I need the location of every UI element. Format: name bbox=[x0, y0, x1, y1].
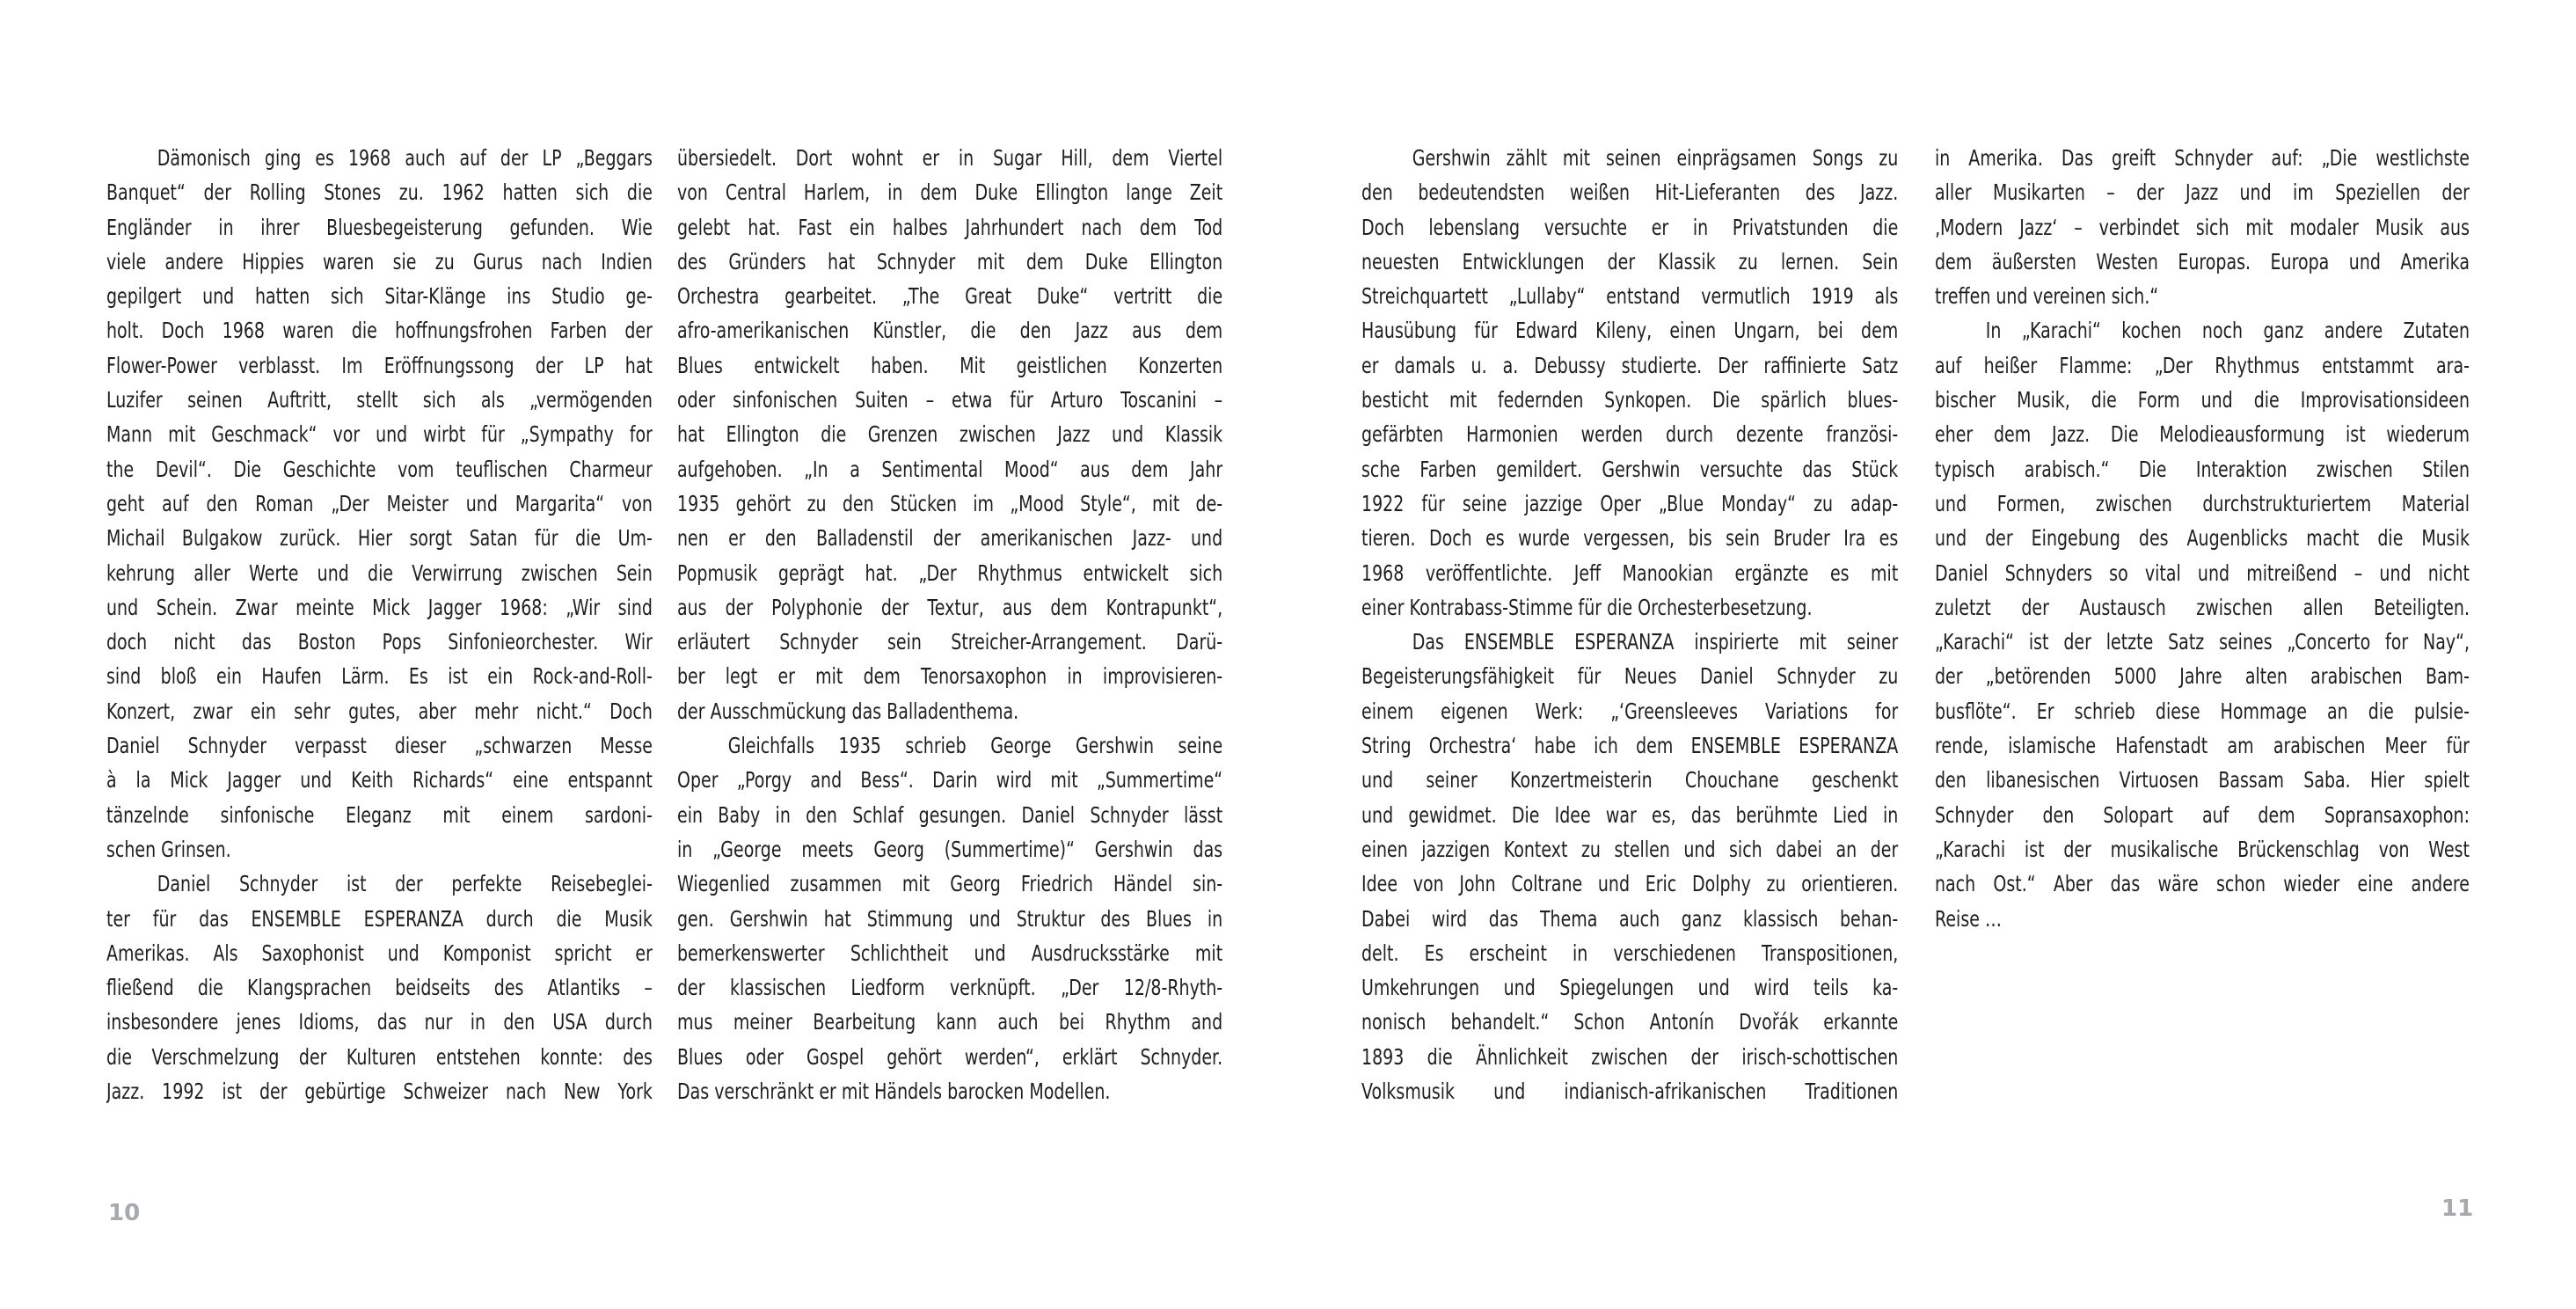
text-line: und gewidmet. Die Idee war es, das berühmte Lied in bbox=[1361, 801, 1899, 828]
text-line: String Orchestra‘ habe ich dem ENSEMBLE ESPERANZA bbox=[1361, 733, 1899, 759]
text-line: und der Eingebung des Augenblicks macht die Musik bbox=[1935, 525, 2470, 552]
text-line: und Formen, zwischen durchstrukturiertem Material bbox=[1935, 490, 2470, 516]
text-line: Begeisterungsfähigkeit für Neues Daniel Schnyder zu bbox=[1361, 663, 1899, 690]
text-line: Amerikas. Als Saxophonist und Komponist spricht er bbox=[106, 940, 653, 966]
text-line: mus meiner Bearbeitung kann auch bei Rhythm and bbox=[677, 1009, 1223, 1035]
text-line: ber legt er mit dem Tenorsaxophon in improvisieren- bbox=[677, 663, 1223, 690]
text-line: bemerkenswerter Schlichtheit und Ausdrucksstärke mit bbox=[677, 940, 1223, 966]
text-line: des Gründers hat Schnyder mit dem Duke Ellington bbox=[677, 248, 1223, 274]
text-line: bischer Musik, die Form und die Improvisationsideen bbox=[1935, 387, 2470, 413]
text-line: Hausübung für Edward Kileny, einen Ungarn, bei dem bbox=[1361, 318, 1899, 344]
text-line: einem eigenen Werk: „‘Greensleeves Variations for bbox=[1361, 698, 1899, 724]
text-line: Mann mit Geschmack“ vor und wirbt für „Sympathy for bbox=[106, 421, 653, 448]
text-line: einen jazzigen Kontext zu stellen und sich dabei an der bbox=[1361, 836, 1899, 862]
text-line: zuletzt der Austausch zwischen allen Beteiligten. bbox=[1935, 594, 2470, 620]
text-line: in Amerika. Das greift Schnyder auf: „Die westlichste bbox=[1935, 145, 2470, 171]
text-line: à la Mick Jagger und Keith Richards“ eine entspannt bbox=[106, 767, 653, 793]
text-line: Daniel Schnyder ist der perfekte Reisebeglei- bbox=[157, 871, 653, 897]
text-line: 1968 veröffentlichte. Jeff Manookian ergänzte es mit bbox=[1361, 559, 1899, 586]
text-line: und seiner Konzertmeisterin Chouchane geschenkt bbox=[1361, 767, 1899, 793]
text-line: gelebt hat. Fast ein halbes Jahrhundert nach dem Tod bbox=[677, 214, 1223, 240]
text-line: dem äußersten Westen Europas. Europa und Amerika bbox=[1935, 248, 2470, 274]
text-line: neuesten Entwicklungen der Klassik zu lernen. Sein bbox=[1361, 248, 1899, 274]
text-line: Oper „Porgy and Bess“. Darin wird mit „Summertime“ bbox=[677, 767, 1223, 793]
text-line: delt. Es erscheint in verschiedenen Transpositionen, bbox=[1361, 940, 1899, 966]
text-line: besticht mit federnden Synkopen. Die spärlich blues- bbox=[1361, 387, 1899, 413]
text-line: Streichquartett „Lullaby“ entstand vermutlich 1919 als bbox=[1361, 283, 1899, 310]
text-line: doch nicht das Boston Pops Sinfonieorchester. Wir bbox=[106, 629, 653, 655]
text-line: Banquet“ der Rolling Stones zu. 1962 hatten sich die bbox=[106, 179, 653, 206]
text-line: Das ENSEMBLE ESPERANZA inspirierte mit seiner bbox=[1412, 629, 1899, 655]
text-line: auf heißer Flamme: „Der Rhythmus entstammt ara- bbox=[1935, 352, 2470, 378]
text-line: die Verschmelzung der Kulturen entstehen konnte: des bbox=[106, 1043, 653, 1070]
text-line: gen. Gershwin hat Stimmung und Struktur des Blues in bbox=[677, 905, 1223, 932]
text-line: ter für das ENSEMBLE ESPERANZA durch die Musik bbox=[106, 905, 653, 932]
text-line: den bedeutendsten weißen Hit-Lieferanten des Jazz. bbox=[1361, 179, 1899, 206]
text-line: eher dem Jazz. Die Melodieausformung ist wiederum bbox=[1935, 421, 2470, 448]
text-line: in „George meets Georg (Summertime)“ Gershwin das bbox=[677, 836, 1223, 862]
text-line: viele andere Hippies waren sie zu Gurus nach Indien bbox=[106, 248, 653, 274]
text-line: Reise … bbox=[1935, 905, 2002, 932]
text-line: Wiegenlied zusammen mit Georg Friedrich Händel sin- bbox=[677, 871, 1223, 897]
text-line: Doch lebenslang versuchte er in Privatstunden die bbox=[1361, 214, 1899, 240]
text-line: ‚Modern Jazz‘ – verbindet sich mit modaler Musik aus bbox=[1935, 214, 2470, 240]
page-number-left: 10 bbox=[108, 1200, 141, 1226]
text-line: erläutert Schnyder sein Streicher-Arrangement. Darü- bbox=[677, 629, 1223, 655]
text-line: Blues oder Gospel gehört werden“, erklärt Schnyder. bbox=[677, 1043, 1223, 1070]
text-line: the Devil“. Die Geschichte vom teuflischen Charmeur bbox=[106, 456, 653, 482]
text-line: Daniel Schnyder verpasst dieser „schwarzen Messe bbox=[106, 733, 653, 759]
text-line: Konzert, zwar ein sehr gutes, aber mehr nicht.“ Doch bbox=[106, 698, 653, 724]
page-right bbox=[1288, 0, 2576, 1309]
text-line: 1935 gehört zu den Stücken im „Mood Style“, mit de- bbox=[677, 490, 1223, 516]
text-line: kehrung aller Werte und die Verwirrung zwischen Sein bbox=[106, 559, 653, 586]
text-line: Gleichfalls 1935 schrieb George Gershwin seine bbox=[727, 733, 1223, 759]
text-line: treffen und vereinen sich.“ bbox=[1935, 283, 2159, 310]
text-line: übersiedelt. Dort wohnt er in Sugar Hill, dem Viertel bbox=[677, 145, 1223, 171]
text-line: gepilgert und hatten sich Sitar-Klänge ins Studio ge- bbox=[106, 283, 653, 310]
text-line: Das verschränkt er mit Händels barocken Modellen. bbox=[677, 1079, 1111, 1105]
text-line: rende, islamische Hafenstadt am arabischen Meer für bbox=[1935, 733, 2470, 759]
text-line: Gershwin zählt mit seinen einprägsamen Songs zu bbox=[1412, 145, 1899, 171]
text-line: gefärbten Harmonien werden durch dezente französi- bbox=[1361, 421, 1899, 448]
text-column-1 bbox=[106, 141, 653, 1108]
text-line: sind bloß ein Haufen Lärm. Es ist ein Rock-and-Roll- bbox=[106, 663, 653, 690]
text-line: von Central Harlem, in dem Duke Ellington lange Zeit bbox=[677, 179, 1223, 206]
text-line: aller Musikarten – der Jazz und im Speziellen der bbox=[1935, 179, 2470, 206]
text-line: afro-amerikanischen Künstler, die den Jazz aus dem bbox=[677, 318, 1223, 344]
text-line: holt. Doch 1968 waren die hoffnungsfrohen Farben der bbox=[106, 318, 653, 344]
text-line: fließend die Klangsprachen beidseits des Atlantiks – bbox=[106, 975, 653, 1001]
text-line: den libanesischen Virtuosen Bassam Saba. Hier spielt bbox=[1935, 767, 2470, 793]
text-line: nach Ost.“ Aber das wäre schon wieder eine andere bbox=[1935, 871, 2470, 897]
text-line: „Karachi“ ist der letzte Satz seines „Concerto for Nay“, bbox=[1935, 629, 2470, 655]
text-line: Orchestra gearbeitet. „The Great Duke“ vertritt die bbox=[677, 283, 1223, 310]
text-line: 1893 die Ähnlichkeit zwischen der irisch-schottischen bbox=[1361, 1043, 1899, 1070]
text-line: der Ausschmückung das Balladenthema. bbox=[677, 698, 1019, 724]
text-column-3 bbox=[1361, 141, 1898, 1108]
text-line: Umkehrungen und Spiegelungen und wird teils ka- bbox=[1361, 975, 1899, 1001]
text-line: hat Ellington die Grenzen zwischen Jazz und Klassik bbox=[677, 421, 1223, 448]
text-line: „Karachi ist der musikalische Brückenschlag von West bbox=[1935, 836, 2470, 862]
text-line: Idee von John Coltrane und Eric Dolphy zu orientieren. bbox=[1361, 871, 1899, 897]
text-line: 1922 für seine jazzige Oper „Blue Monday“ zu adap- bbox=[1361, 490, 1899, 516]
text-line: busflöte“. Er schrieb diese Hommage an die pulsie- bbox=[1935, 698, 2470, 724]
text-line: Jazz. 1992 ist der gebürtige Schweizer nach New York bbox=[106, 1079, 653, 1105]
text-line: er damals u. a. Debussy studierte. Der raffinierte Satz bbox=[1361, 352, 1899, 378]
text-line: Daniel Schnyders so vital und mitreißend – und nicht bbox=[1935, 559, 2470, 586]
text-line: einer Kontrabass-Stimme für die Orchesterbesetzung. bbox=[1361, 594, 1813, 620]
text-line: insbesondere jenes Idioms, das nur in den USA durch bbox=[106, 1009, 653, 1035]
text-line: sche Farben gemildert. Gershwin versuchte das Stück bbox=[1361, 456, 1899, 482]
text-line: oder sinfonischen Suiten – etwa für Arturo Toscanini – bbox=[677, 387, 1223, 413]
text-line: geht auf den Roman „Der Meister und Margarita“ von bbox=[106, 490, 653, 516]
text-line: tieren. Doch es wurde vergessen, bis sein Bruder Ira es bbox=[1361, 525, 1899, 552]
text-line: Luzifer seinen Auftritt, stellt sich als „vermögenden bbox=[106, 387, 653, 413]
text-line: und Schein. Zwar meinte Mick Jagger 1968: „Wir sind bbox=[106, 594, 653, 620]
text-line: tänzelnde sinfonische Eleganz mit einem sardoni- bbox=[106, 801, 653, 828]
text-line: der klassischen Liedform verknüpft. „Der 12/8-Rhyth- bbox=[677, 975, 1223, 1001]
text-line: ein Baby in den Schlaf gesungen. Daniel Schnyder lässt bbox=[677, 801, 1223, 828]
text-line: schen Grinsen. bbox=[106, 836, 231, 862]
text-line: In „Karachi“ kochen noch ganz andere Zutaten bbox=[1985, 318, 2470, 344]
text-line: nen er den Balladenstil der amerikanischen Jazz- und bbox=[677, 525, 1223, 552]
text-line: Dämonisch ging es 1968 auch auf der LP „Beggars bbox=[157, 145, 653, 171]
text-column-2 bbox=[677, 141, 1222, 1108]
text-column-4 bbox=[1935, 141, 2470, 936]
text-line: Engländer in ihrer Bluesbegeisterung gefunden. Wie bbox=[106, 214, 653, 240]
text-line: Blues entwickelt haben. Mit geistlichen Konzerten bbox=[677, 352, 1223, 378]
text-line: Schnyder den Solopart auf dem Sopransaxophon: bbox=[1935, 801, 2470, 828]
text-line: Michail Bulgakow zurück. Hier sorgt Satan für die Um- bbox=[106, 525, 653, 552]
text-line: aufgehoben. „In a Sentimental Mood“ aus dem Jahr bbox=[677, 456, 1223, 482]
text-line: Dabei wird das Thema auch ganz klassisch behan- bbox=[1361, 905, 1899, 932]
text-line: der „betörenden 5000 Jahre alten arabischen Bam- bbox=[1935, 663, 2470, 690]
text-line: typisch arabisch.“ Die Interaktion zwischen Stilen bbox=[1935, 456, 2470, 482]
text-line: Flower-Power verblasst. Im Eröffnungssong der LP hat bbox=[106, 352, 653, 378]
page-number-right: 11 bbox=[2441, 1196, 2474, 1222]
text-line: Popmusik geprägt hat. „Der Rhythmus entwickelt sich bbox=[677, 559, 1223, 586]
text-line: nonisch behandelt.“ Schon Antonín Dvořák erkannte bbox=[1361, 1009, 1899, 1035]
text-line: aus der Polyphonie der Textur, aus dem Kontrapunkt“, bbox=[677, 594, 1223, 620]
text-line: Volksmusik und indianisch-afrikanischen Traditionen bbox=[1361, 1079, 1899, 1105]
